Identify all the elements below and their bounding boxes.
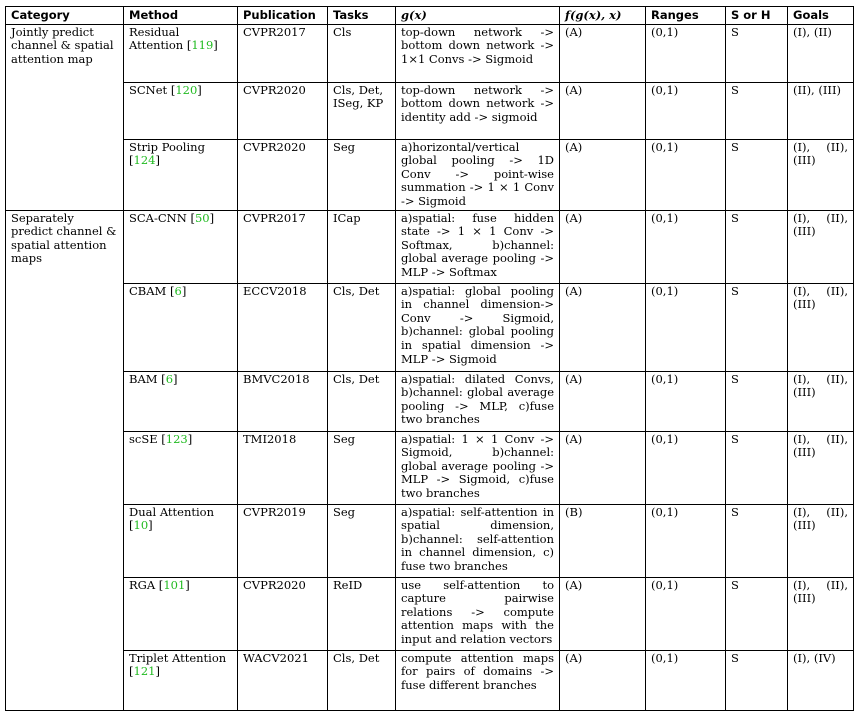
goals-cell: (II), (III) bbox=[788, 82, 854, 139]
tasks-cell: Seg bbox=[328, 139, 396, 210]
s-or-h-cell: S bbox=[726, 504, 788, 577]
method-name: Strip Pooling bbox=[129, 139, 205, 154]
s-or-h-cell: S bbox=[726, 577, 788, 650]
f-g-x-cell: (A) bbox=[560, 431, 646, 504]
category-cell-continued bbox=[6, 577, 124, 650]
publication-cell: CVPR2019 bbox=[238, 504, 328, 577]
publication-cell: ECCV2018 bbox=[238, 283, 328, 371]
method-cell: Residual Attention [119] bbox=[124, 24, 238, 82]
f-g-x-cell: (A) bbox=[560, 24, 646, 82]
citation-link[interactable]: 6 bbox=[165, 371, 174, 386]
goals-cell: (I), (II), (III) bbox=[788, 431, 854, 504]
category-cell-continued bbox=[6, 82, 124, 139]
tasks-cell: ReID bbox=[328, 577, 396, 650]
table-row bbox=[6, 24, 854, 82]
f-g-x-cell: (A) bbox=[560, 371, 646, 431]
header-s-or-h: S or H bbox=[726, 7, 788, 25]
category-cell-continued bbox=[6, 650, 124, 710]
header-g-x: g(x) bbox=[396, 7, 560, 25]
goals-cell: (I), (II), (III) bbox=[788, 210, 854, 283]
s-or-h-cell: S bbox=[726, 371, 788, 431]
f-g-x-cell: (A) bbox=[560, 139, 646, 210]
category-cell-continued bbox=[6, 139, 124, 210]
g-x-cell: a)spatial: global pooling in channel dimension-> Conv -> Sigmoid, b)channel: global pooling in spatial dimension -> MLP -> Sigmoid bbox=[396, 283, 560, 371]
ranges-cell: (0,1) bbox=[646, 650, 726, 710]
header-row bbox=[6, 7, 854, 25]
method-name: Dual Attention bbox=[129, 504, 215, 519]
ranges-cell: (0,1) bbox=[646, 577, 726, 650]
header-category: Category bbox=[6, 7, 124, 25]
method-name: RGA bbox=[129, 577, 156, 592]
goals-cell: (I), (II), (III) bbox=[788, 371, 854, 431]
f-g-x-cell: (B) bbox=[560, 504, 646, 577]
header-ranges: Ranges bbox=[646, 7, 726, 25]
s-or-h-cell: S bbox=[726, 283, 788, 371]
s-or-h-cell: S bbox=[726, 82, 788, 139]
citation-link[interactable]: 101 bbox=[163, 577, 186, 592]
method-cell: Triplet Attention [121] bbox=[124, 650, 238, 710]
g-x-cell: a)spatial: self-attention in spatial dimension, b)channel: self-attention in channel dimension, c) fuse two branches bbox=[396, 504, 560, 577]
category-cell-continued bbox=[6, 431, 124, 504]
table-row bbox=[6, 431, 854, 504]
method-name: scSE bbox=[129, 431, 158, 446]
tasks-cell: Seg bbox=[328, 504, 396, 577]
method-cell: BAM [6] bbox=[124, 371, 238, 431]
method-cell: SCA-CNN [50] bbox=[124, 210, 238, 283]
g-x-cell: a)spatial: dilated Convs, b)channel: global average pooling -> MLP, c)fuse two branches bbox=[396, 371, 560, 431]
f-g-x-cell: (A) bbox=[560, 210, 646, 283]
tasks-cell: Cls, Det, ISeg, KP bbox=[328, 82, 396, 139]
table-row bbox=[6, 504, 854, 577]
goals-cell: (I), (IV) bbox=[788, 650, 854, 710]
method-cell: Dual Attention [10] bbox=[124, 504, 238, 577]
ranges-cell: (0,1) bbox=[646, 139, 726, 210]
s-or-h-cell: S bbox=[726, 24, 788, 82]
tasks-cell: ICap bbox=[328, 210, 396, 283]
publication-cell: CVPR2017 bbox=[238, 210, 328, 283]
tasks-cell: Cls, Det bbox=[328, 371, 396, 431]
g-x-cell: a)spatial: fuse hidden state -> 1 × 1 Conv -> Softmax, b)channel: global average pooling -> MLP -> Softmax bbox=[396, 210, 560, 283]
citation-link[interactable]: 10 bbox=[133, 518, 149, 533]
header-goals: Goals bbox=[788, 7, 854, 25]
method-cell: Strip Pooling [124] bbox=[124, 139, 238, 210]
tasks-cell: Cls bbox=[328, 24, 396, 82]
citation-link[interactable]: 123 bbox=[165, 431, 188, 446]
table-row bbox=[6, 371, 854, 431]
table-row bbox=[6, 650, 854, 710]
category-cell-continued bbox=[6, 371, 124, 431]
g-x-cell: use self-attention to capture pairwise relations -> compute attention maps with the input and relation vectors bbox=[396, 577, 560, 650]
s-or-h-cell: S bbox=[726, 650, 788, 710]
publication-cell: CVPR2017 bbox=[238, 24, 328, 82]
citation-link[interactable]: 6 bbox=[174, 283, 182, 298]
citation-link[interactable]: 121 bbox=[133, 664, 156, 679]
f-g-x-cell: (A) bbox=[560, 82, 646, 139]
table-row bbox=[6, 210, 854, 283]
tasks-cell: Seg bbox=[328, 431, 396, 504]
goals-cell: (I), (II), (III) bbox=[788, 283, 854, 371]
attention-methods-table bbox=[5, 6, 854, 711]
publication-cell: CVPR2020 bbox=[238, 577, 328, 650]
header-publication: Publication bbox=[238, 7, 328, 25]
citation-link[interactable]: 124 bbox=[133, 153, 156, 168]
s-or-h-cell: S bbox=[726, 210, 788, 283]
method-cell: RGA [101] bbox=[124, 577, 238, 650]
goals-cell: (I), (II) bbox=[788, 24, 854, 82]
tasks-cell: Cls, Det bbox=[328, 650, 396, 710]
tasks-cell: Cls, Det bbox=[328, 283, 396, 371]
category-cell-continued bbox=[6, 504, 124, 577]
table-row bbox=[6, 139, 854, 210]
f-g-x-cell: (A) bbox=[560, 283, 646, 371]
g-x-cell: compute attention maps for pairs of domains -> fuse different branches bbox=[396, 650, 560, 710]
publication-cell: CVPR2020 bbox=[238, 139, 328, 210]
category-cell: Separately predict channel & spatial attention maps bbox=[6, 210, 124, 283]
method-name: Triplet Attention bbox=[129, 650, 227, 665]
method-cell: CBAM [6] bbox=[124, 283, 238, 371]
method-name: SCNet bbox=[129, 82, 168, 97]
citation-link[interactable]: 50 bbox=[194, 210, 210, 225]
publication-cell: BMVC2018 bbox=[238, 371, 328, 431]
publication-cell: CVPR2020 bbox=[238, 82, 328, 139]
method-cell: SCNet [120] bbox=[124, 82, 238, 139]
table-row bbox=[6, 283, 854, 371]
ranges-cell: (0,1) bbox=[646, 283, 726, 371]
s-or-h-cell: S bbox=[726, 139, 788, 210]
f-g-x-cell: (A) bbox=[560, 577, 646, 650]
ranges-cell: (0,1) bbox=[646, 82, 726, 139]
ranges-cell: (0,1) bbox=[646, 24, 726, 82]
header-method: Method bbox=[124, 7, 238, 25]
table-row bbox=[6, 82, 854, 139]
goals-cell: (I), (II), (III) bbox=[788, 139, 854, 210]
citation-link[interactable]: 120 bbox=[175, 82, 198, 97]
publication-cell: TMI2018 bbox=[238, 431, 328, 504]
method-cell: scSE [123] bbox=[124, 431, 238, 504]
ranges-cell: (0,1) bbox=[646, 371, 726, 431]
method-name: CBAM bbox=[129, 283, 167, 298]
header-tasks: Tasks bbox=[328, 7, 396, 25]
ranges-cell: (0,1) bbox=[646, 210, 726, 283]
category-cell: Jointly predict channel & spatial attention map bbox=[6, 24, 124, 82]
header-f-g-x: f(g(x), x) bbox=[560, 7, 646, 25]
g-x-cell: top-down network -> bottom down network -> identity add -> sigmoid bbox=[396, 82, 560, 139]
f-g-x-cell: (A) bbox=[560, 650, 646, 710]
table-row bbox=[6, 577, 854, 650]
goals-cell: (I), (II), (III) bbox=[788, 504, 854, 577]
g-x-cell: a)spatial: 1 × 1 Conv -> Sigmoid, b)channel: global average pooling -> MLP -> Sigmoid, c)fuse two branches bbox=[396, 431, 560, 504]
ranges-cell: (0,1) bbox=[646, 504, 726, 577]
g-x-cell: a)horizontal/vertical global pooling -> 1D Conv -> point-wise summation -> 1 × 1 Conv -> Sigmoid bbox=[396, 139, 560, 210]
category-cell-continued bbox=[6, 283, 124, 371]
publication-cell: WACV2021 bbox=[238, 650, 328, 710]
goals-cell: (I), (II), (III) bbox=[788, 577, 854, 650]
g-x-cell: top-down network -> bottom down network -> 1×1 Convs -> Sigmoid bbox=[396, 24, 560, 82]
method-name: SCA-CNN bbox=[129, 210, 187, 225]
method-name: BAM bbox=[129, 371, 158, 386]
s-or-h-cell: S bbox=[726, 431, 788, 504]
citation-link[interactable]: 119 bbox=[191, 38, 214, 53]
method-name: Residual Attention bbox=[129, 24, 184, 53]
ranges-cell: (0,1) bbox=[646, 431, 726, 504]
